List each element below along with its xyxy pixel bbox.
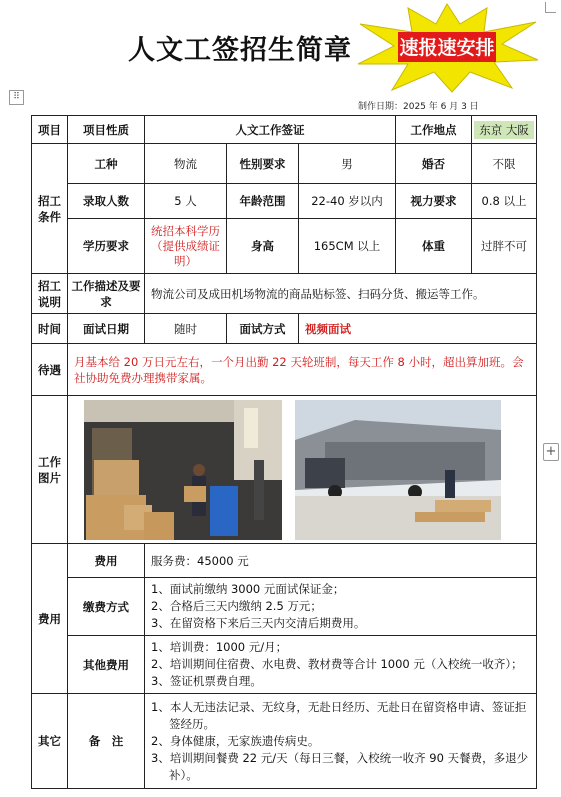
table-row xyxy=(32,184,537,219)
cell-weight-label: 体重 xyxy=(396,219,472,274)
table-row xyxy=(32,694,537,789)
cell-fee-label: 费用 xyxy=(68,544,145,578)
table-row xyxy=(32,219,537,274)
cell-remarks-list xyxy=(145,694,537,789)
cell-education-label: 学历要求 xyxy=(68,219,145,274)
cell-interview-method-value: 视频面试 xyxy=(299,314,537,344)
recruitment-table xyxy=(31,115,537,789)
page-corner-mark xyxy=(545,2,556,13)
cell-location-value xyxy=(472,116,537,144)
table-move-handle[interactable]: ⠿ xyxy=(9,90,24,105)
document-date: 制作日期：2025 年 6 月 3 日 xyxy=(358,102,479,112)
cell-job-type-label: 工种 xyxy=(68,144,145,184)
burst-badge xyxy=(352,2,542,94)
cell-headcount-label: 录取人数 xyxy=(68,184,145,219)
burst-label: 速报速安排 xyxy=(399,37,495,59)
list-item: 1、本人无违法记录、无纹身，无赴日经历、无赴日在留资格申请、签证拒签经历。 xyxy=(151,699,527,731)
section-job-description: 招工 说明 xyxy=(32,274,68,314)
cell-marital-label: 婚否 xyxy=(396,144,472,184)
cell-project-type-label: 项目性质 xyxy=(68,116,145,144)
list-item: 1、面试前缴纳 3000 元面试保证金； xyxy=(151,582,345,596)
list-item: 2、培训期间住宿费、水电费、教材费等合计 1000 元（入校统一收齐）； xyxy=(151,657,523,671)
table-row xyxy=(32,144,537,184)
cell-description-value: 物流公司及成田机场物流的商品贴标签、扫码分货、搬运等工作。 xyxy=(145,274,537,314)
cell-other-fees-label: 其他费用 xyxy=(68,636,145,694)
section-work-photos: 工作 图片 xyxy=(32,396,68,544)
cell-interview-date-label: 面试日期 xyxy=(68,314,145,344)
truck-loading-photo xyxy=(295,400,501,540)
cell-job-type-value: 物流 xyxy=(145,144,227,184)
list-item: 3、签证机票费自理。 xyxy=(151,674,262,688)
cell-height-value: 165CM 以上 xyxy=(299,219,396,274)
cell-vision-value: 0.8 以上 xyxy=(472,184,537,219)
section-time: 时间 xyxy=(32,314,68,344)
cell-weight-value: 过胖不可 xyxy=(472,219,537,274)
cell-other-fees-list xyxy=(145,636,537,694)
table-row xyxy=(32,636,537,694)
table-row xyxy=(32,544,537,578)
cell-location-label: 工作地点 xyxy=(396,116,472,144)
cell-interview-date-value: 随时 xyxy=(145,314,227,344)
cell-vision-label: 视力要求 xyxy=(396,184,472,219)
cell-age-label: 年龄范围 xyxy=(227,184,299,219)
table-row xyxy=(32,396,537,544)
cell-photos xyxy=(68,396,537,544)
cell-remarks-label: 备 注 xyxy=(68,694,145,789)
section-other: 其它 xyxy=(32,694,68,789)
cell-benefits-value: 月基本给 20 万日元左右，一个月出勤 22 天轮班制，每天工作 8 小时，超出算加班。会社协助免费办理携带家属。 xyxy=(68,344,537,396)
cell-project-header: 项目 xyxy=(32,116,68,144)
list-item: 2、身体健康，无家族遗传病史。 xyxy=(151,733,320,748)
table-row xyxy=(32,116,537,144)
table-row xyxy=(32,578,537,636)
add-row-button[interactable]: + xyxy=(543,443,559,461)
cell-education-value: 统招本科学历（提供成绩证明） xyxy=(145,219,227,274)
list-item: 3、在留资格下来后三天内交清后期费用。 xyxy=(151,616,366,630)
cell-payment-method-list xyxy=(145,578,537,636)
cell-payment-method-label: 缴费方式 xyxy=(68,578,145,636)
cell-interview-method-label: 面试方式 xyxy=(227,314,299,344)
cell-gender-label: 性别要求 xyxy=(227,144,299,184)
list-item: 1、培训费：1000 元/月； xyxy=(151,640,288,654)
section-fees: 费用 xyxy=(32,544,68,694)
list-item: 2、合格后三天内缴纳 2.5 万元； xyxy=(151,599,322,613)
cell-fee-value: 服务费：45000 元 xyxy=(145,544,537,578)
table-row xyxy=(32,314,537,344)
cell-description-label: 工作描述及要求 xyxy=(68,274,145,314)
list-item: 3、培训期间餐费 22 元/天（每日三餐，入校统一收齐 90 天餐费，多退少补）。 xyxy=(151,750,529,782)
cell-gender-value: 男 xyxy=(299,144,396,184)
cell-marital-value: 不限 xyxy=(472,144,537,184)
warehouse-street-photo xyxy=(84,400,282,540)
cell-project-type-value: 人文工作签证 xyxy=(145,116,396,144)
cell-age-value: 22-40 岁以内 xyxy=(299,184,396,219)
cell-headcount-value: 5 人 xyxy=(145,184,227,219)
cell-height-label: 身高 xyxy=(227,219,299,274)
section-benefits: 待遇 xyxy=(32,344,68,396)
table-row xyxy=(32,344,537,396)
page-title: 人文工签招生简章 xyxy=(128,35,352,66)
location-highlight: 东京 大阪 xyxy=(474,121,534,139)
table-row xyxy=(32,274,537,314)
section-recruit-conditions: 招工 条件 xyxy=(32,144,68,274)
